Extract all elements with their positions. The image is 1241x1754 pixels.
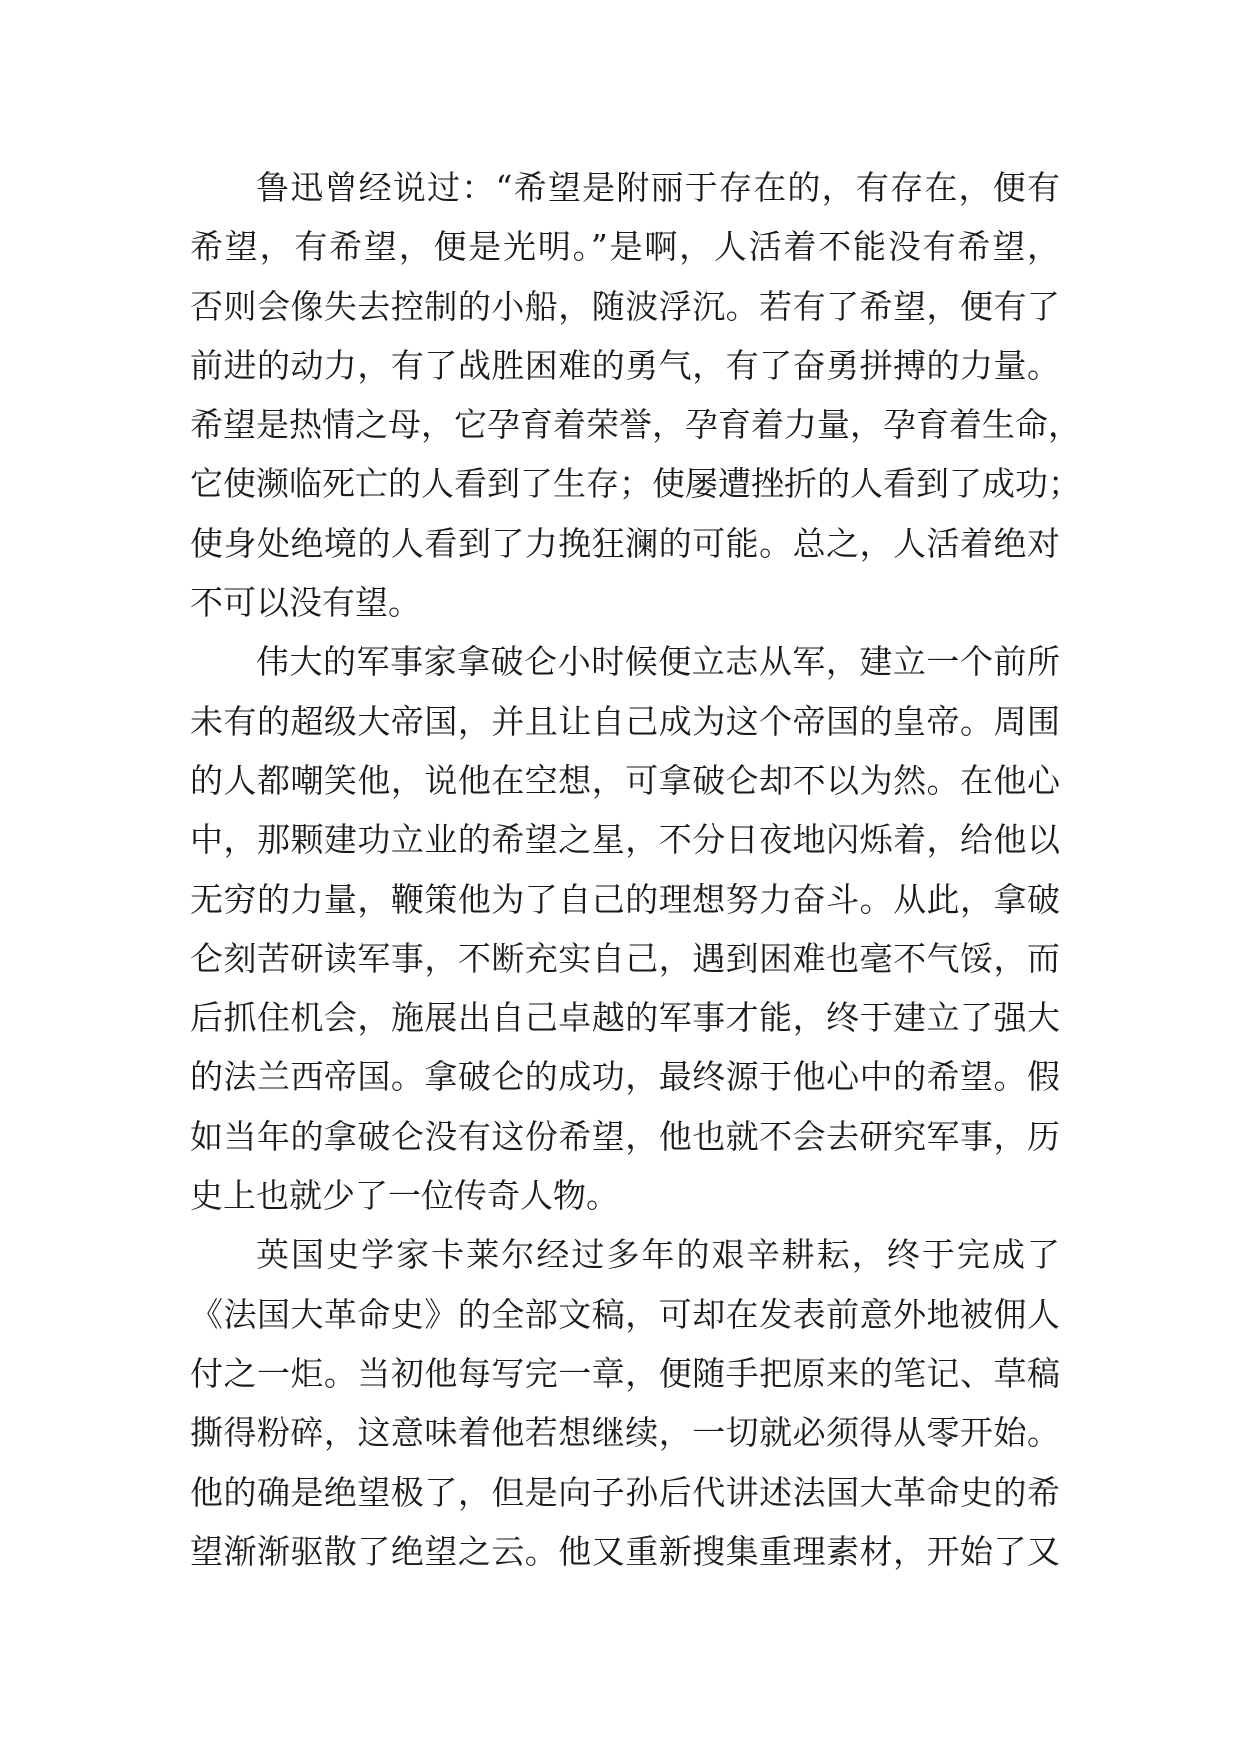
paragraph-line: 不可以没有望。 bbox=[190, 583, 421, 623]
paragraph-line: 如当年的拿破仑没有这份希望，他也就不会去研究军事，历 bbox=[190, 1116, 1060, 1156]
paragraph-line: 付之一炬。当初他每写完一章，便随手把原来的笔记、草稿 bbox=[190, 1353, 1060, 1393]
paragraph-line: 未有的超级大帝国，并且让自己成为这个帝国的皇帝。周围 bbox=[190, 701, 1060, 741]
paragraph-lu-xun-quote bbox=[190, 158, 1081, 632]
paragraph-line: 希望是热情之母，它孕育着荣誉，孕育着力量，孕育着生命， bbox=[190, 405, 1081, 445]
paragraph-line: 英国史学家卡莱尔经过多年的艰辛耕耘，终于完成了 bbox=[256, 1235, 1060, 1275]
paragraph-line: 他的确是绝望极了，但是向子孙后代讲述法国大革命史的希 bbox=[190, 1472, 1060, 1512]
paragraph-line: 望渐渐驱散了绝望之云。他又重新搜集重理素材，开始了又 bbox=[190, 1531, 1060, 1571]
paragraph-line: 后抓住机会，施展出自己卓越的军事才能，终于建立了强大 bbox=[190, 998, 1060, 1038]
paragraph-line: 无穷的力量，鞭策他为了自己的理想努力奋斗。从此，拿破 bbox=[190, 879, 1060, 919]
paragraph-line: 伟大的军事家拿破仑小时候便立志从军，建立一个前所 bbox=[256, 642, 1060, 682]
paragraph-line: 希望，有希望，便是光明。”是啊，人活着不能没有希望， bbox=[190, 227, 1060, 267]
paragraph-line: 它使濒临死亡的人看到了生存；使屡遭挫折的人看到了成功； bbox=[190, 464, 1081, 504]
paragraph-line: 中，那颗建功立业的希望之星，不分日夜地闪烁着，给他以 bbox=[190, 820, 1060, 860]
paragraph-line: 撕得粉碎，这意味着他若想继续，一切就必须得从零开始。 bbox=[190, 1413, 1060, 1453]
paragraph-line: 前进的动力，有了战胜困难的勇气，有了奋勇拼搏的力量。 bbox=[190, 345, 1060, 385]
paragraph-line: 否则会像失去控制的小船，随波浮沉。若有了希望，便有了 bbox=[190, 286, 1060, 326]
document-body bbox=[190, 158, 1081, 1581]
paragraph-line: 的人都嘲笑他，说他在空想，可拿破仑却不以为然。在他心 bbox=[190, 760, 1060, 800]
paragraph-line: 《法国大革命史》的全部文稿，可却在发表前意外地被佣人 bbox=[190, 1294, 1060, 1334]
paragraph-line: 史上也就少了一位传奇人物。 bbox=[190, 1176, 619, 1216]
paragraph-napoleon bbox=[190, 632, 1060, 1225]
paragraph-line: 使身处绝境的人看到了力挽狂澜的可能。总之，人活着绝对 bbox=[190, 523, 1060, 563]
paragraph-line: 仑刻苦研读军事，不断充实自己，遇到困难也毫不气馁，而 bbox=[190, 938, 1060, 978]
paragraph-line: 的法兰西帝国。拿破仑的成功，最终源于他心中的希望。假 bbox=[190, 1057, 1060, 1097]
paragraph-carlyle bbox=[190, 1225, 1060, 1581]
paragraph-line: 鲁迅曾经说过：“希望是附丽于存在的，有存在，便有 bbox=[256, 168, 1060, 207]
